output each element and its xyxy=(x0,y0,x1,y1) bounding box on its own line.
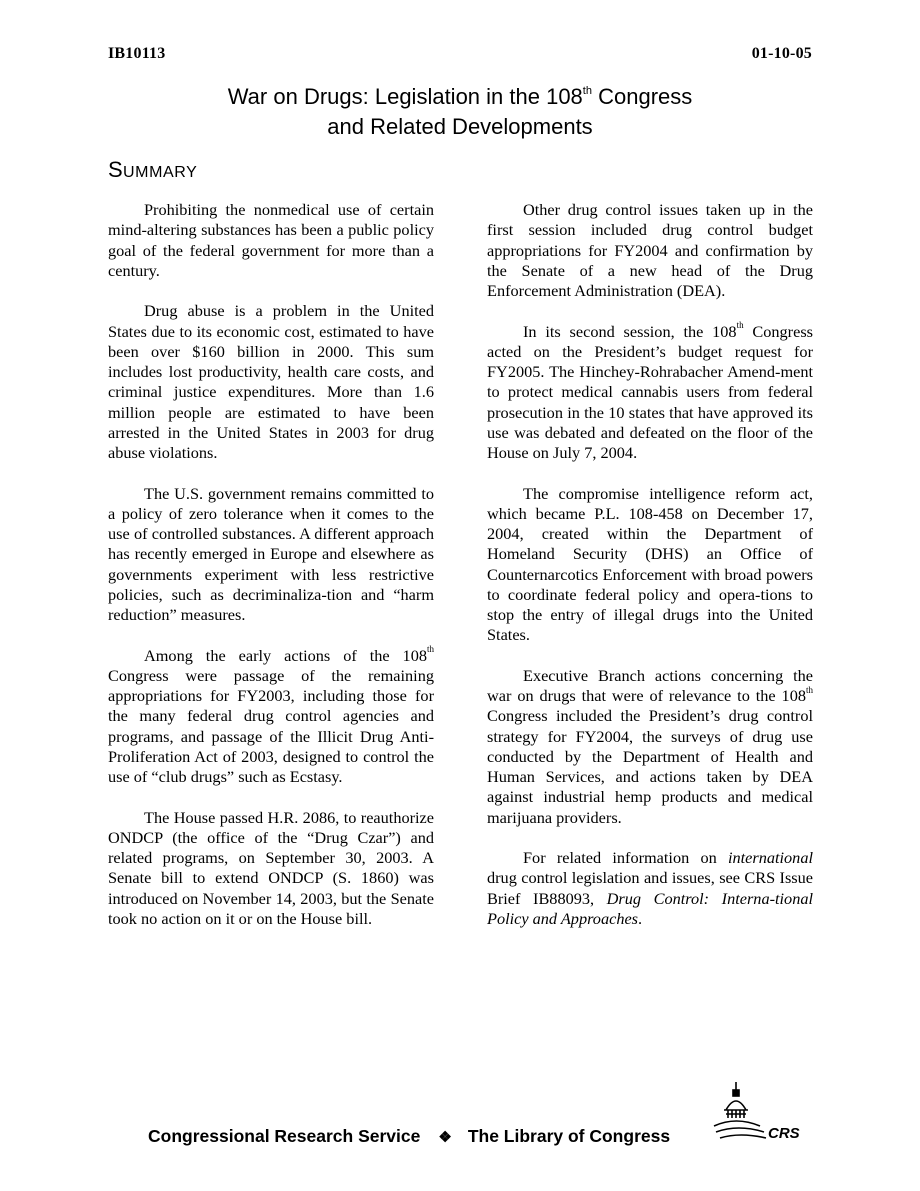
page-title xyxy=(0,84,920,139)
paragraph: The House passed H.R. 2086, to reauthorize ONDCP (the office of the “Drug Czar”) and related programs, on September 30, 2003. A Senate bill to extend ONDCP (S. 1860) was introduced on November 14, 2003, but the Senate took no action on it or on the House bill. xyxy=(108,807,434,928)
paragraph: Among the early actions of the 108th Congress were passage of the remaining appropriations for FY2003, including those for the many federal drug control agencies and programs, and passage of the Illicit Drug Anti-Proliferation Act of 2003, designed to control the use of “club drugs” such as Ecstasy. xyxy=(108,644,434,786)
footer xyxy=(148,1126,670,1147)
document-id: IB10113 xyxy=(108,45,166,62)
logo-text: CRS xyxy=(768,1125,800,1142)
paragraph: Prohibiting the nonmedical use of certain mind-altering substances has been a public policy goal of the federal government for more than a century. xyxy=(108,200,434,280)
footer-library: The Library of Congress xyxy=(467,1126,671,1146)
separator-icon: ❖ xyxy=(438,1129,452,1146)
paragraph: The U.S. government remains committed to a policy of zero tolerance when it comes to the use of controlled substances. A different approach has recently emerged in Europe and elsewhere as governments experiment with less restrictive policies, such as decriminaliza-tion and “harm reduction” measures. xyxy=(108,483,434,624)
title-line-1: War on Drugs: Legislation in the 108th Congress xyxy=(227,84,693,109)
paragraph: The compromise intelligence reform act, which became P.L. 108-458 on December 17, 2004, created within the Department of Homeland Security (DHS) an Office of Counternarcotics Enforcement with broad powers to coordinate federal policy and opera-tions to stop the entry of illegal drugs into the United States. xyxy=(487,483,813,645)
paragraph: Other drug control issues taken up in the first session included drug control budget appropriations for FY2004 and confirmation by the Senate of a new head of the Drug Enforcement Administration (DEA). xyxy=(487,200,813,300)
crs-logo xyxy=(712,1080,812,1150)
paragraph: Executive Branch actions concerning the war on drugs that were of relevance to the 108th Congress included the President’s drug control strategy for FY2004, the surveys of drug use conducted by the Department of Health and Human Services, and actions taken by DEA against industrial hemp products and medical marijuana providers. xyxy=(487,665,813,827)
footer-org: Congressional Research Service xyxy=(148,1126,421,1146)
left-column xyxy=(108,200,434,949)
paragraph: In its second session, the 108th Congress acted on the President’s budget request for FY2005. The Hinchey-Rohrabacher Amend-ment to protect medical cannabis users from federal prosecution in the 10 states that have approved its use was debated and defeated on the floor of the House on July 7, 2004. xyxy=(487,320,813,462)
title-line-2: and Related Developments xyxy=(327,114,593,139)
right-column xyxy=(487,200,813,949)
summary-heading: SUMMARY xyxy=(108,157,198,182)
paragraph: For related information on international drug control legislation and issues, see CRS Issue Brief IB88093, Drug Control: Interna-tional Policy and Approaches. xyxy=(487,848,813,928)
paragraph: Drug abuse is a problem in the United States due to its economic cost, estimated to have been over $160 billion in 2000. This sum includes lost productivity, health care costs, and criminal justice expenditures. More than 1.6 million people are estimated to have been arrested in the United States in 2003 for drug abuse violations. xyxy=(108,301,434,462)
capitol-dome-icon xyxy=(714,1082,766,1138)
document-date: 01-10-05 xyxy=(751,45,812,62)
